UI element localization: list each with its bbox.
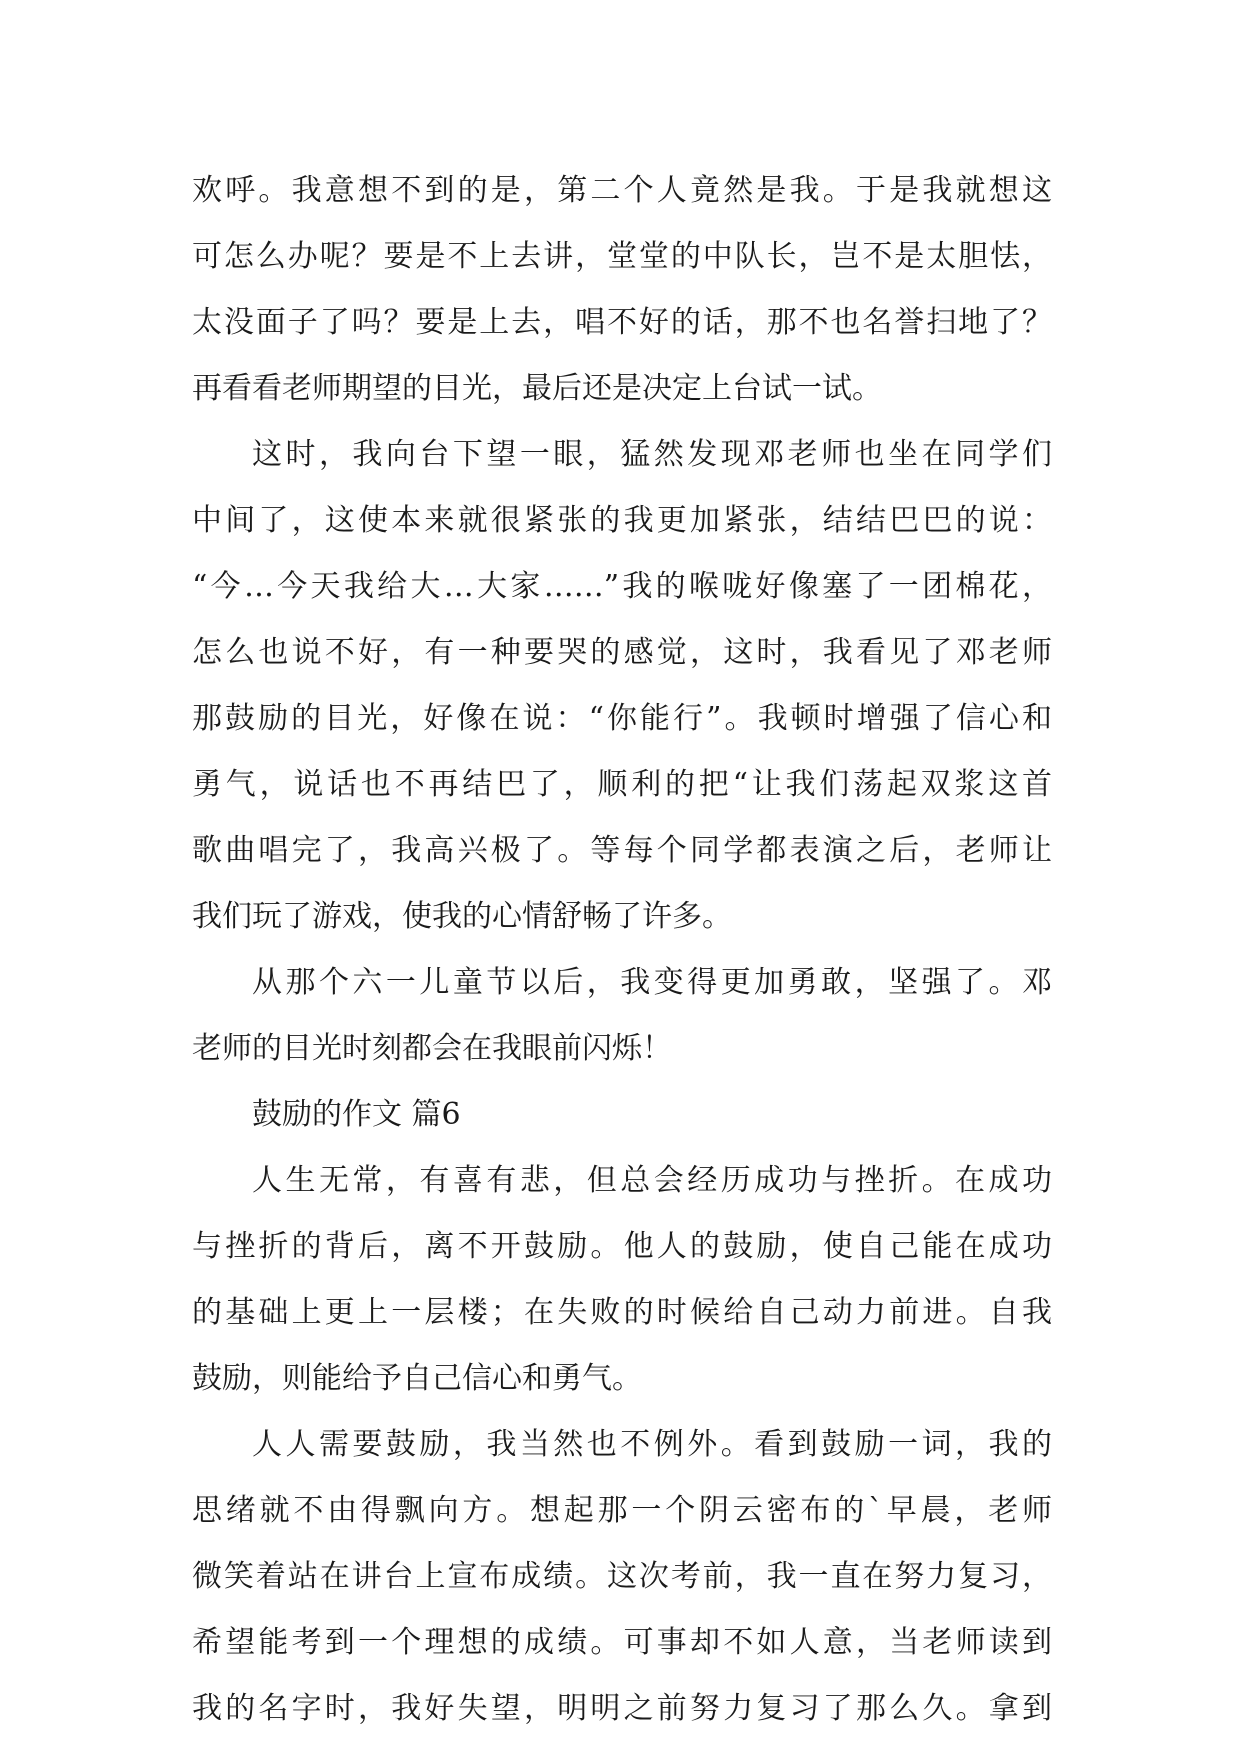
- text-line: 老师的目光时刻都会在我眼前闪烁！: [192, 1031, 672, 1066]
- text-line: 微笑着站在讲台上宣布成绩。这次考前，我一直在努力复习，: [192, 1559, 1052, 1594]
- document-body: [192, 158, 1052, 1742]
- paragraph: [192, 158, 1052, 422]
- paragraph: [192, 1148, 1052, 1412]
- paragraph: [192, 1412, 1052, 1742]
- text-line: 可怎么办呢？要是不上去讲，堂堂的中队长，岂不是太胆怯，: [192, 239, 1052, 274]
- text-line: 的基础上更上一层楼；在失败的时候给自己动力前进。自我: [192, 1295, 1052, 1330]
- text-line: 歌曲唱完了，我高兴极了。等每个同学都表演之后，老师让: [192, 833, 1052, 868]
- text-line: 希望能考到一个理想的成绩。可事却不如人意，当老师读到: [192, 1625, 1052, 1660]
- text-line: 再看看老师期望的目光，最后还是决定上台试一试。: [192, 371, 882, 406]
- text-line: 与挫折的背后，离不开鼓励。他人的鼓励，使自己能在成功: [192, 1229, 1052, 1264]
- text-line: 从那个六一儿童节以后，我变得更加勇敢，坚强了。邓: [252, 965, 1052, 1000]
- text-line: 欢呼。我意想不到的是，第二个人竟然是我。于是我就想这: [192, 173, 1052, 208]
- text-line: “今…今天我给大…大家……”我的喉咙好像塞了一团棉花，: [192, 569, 1052, 604]
- text-line: 那鼓励的目光，好像在说：“你能行”。我顿时增强了信心和: [192, 701, 1052, 736]
- text-line: 中间了，这使本来就很紧张的我更加紧张，结结巴巴的说：: [192, 503, 1052, 538]
- text-line: 我的名字时，我好失望，明明之前努力复习了那么久。拿到: [192, 1691, 1052, 1726]
- text-line: 鼓励，则能给予自己信心和勇气。: [192, 1361, 642, 1396]
- text-line: 怎么也说不好，有一种要哭的感觉，这时，我看见了邓老师: [192, 635, 1052, 670]
- text-line: 思绪就不由得飘向方。想起那一个阴云密布的`早晨，老师: [192, 1493, 1052, 1528]
- section-heading: [192, 1082, 1052, 1148]
- text-line: 人人需要鼓励，我当然也不例外。看到鼓励一词，我的: [252, 1427, 1052, 1462]
- text-line: 太没面子了吗？要是上去，唱不好的话，那不也名誉扫地了？: [192, 305, 1052, 340]
- text-line: 这时，我向台下望一眼，猛然发现邓老师也坐在同学们: [252, 437, 1052, 472]
- text-line: 我们玩了游戏，使我的心情舒畅了许多。: [192, 899, 732, 934]
- text-line: 鼓励的作文 篇6: [252, 1097, 461, 1132]
- paragraph: [192, 950, 1052, 1082]
- text-line: 勇气，说话也不再结巴了，顺利的把“让我们荡起双浆这首: [192, 767, 1052, 802]
- text-line: 人生无常，有喜有悲，但总会经历成功与挫折。在成功: [252, 1163, 1052, 1198]
- paragraph: [192, 422, 1052, 950]
